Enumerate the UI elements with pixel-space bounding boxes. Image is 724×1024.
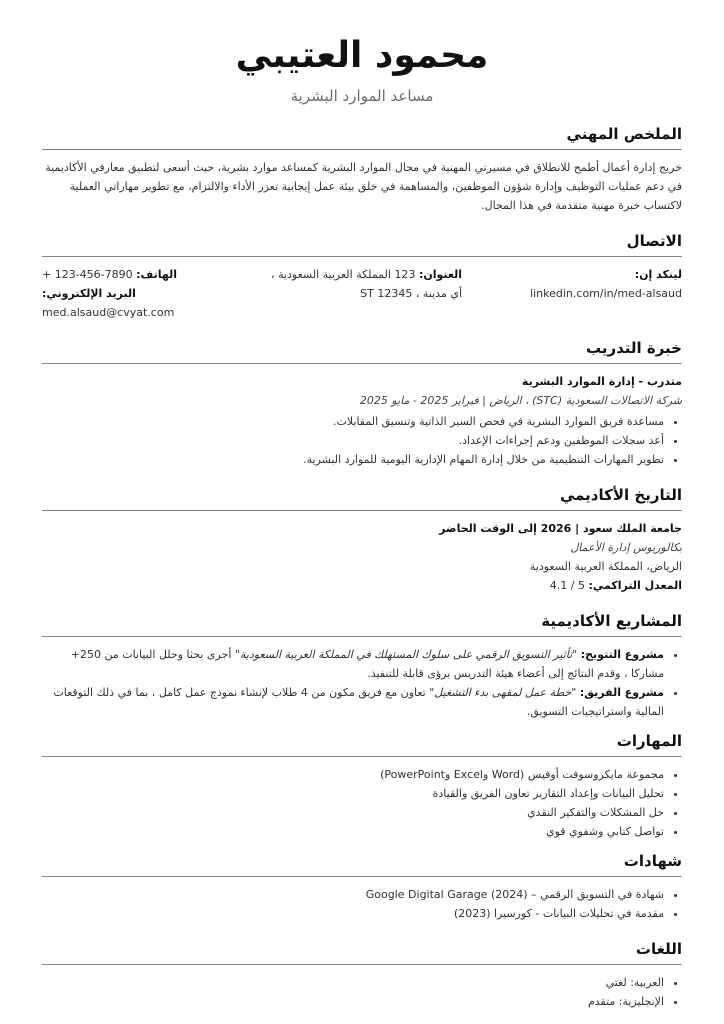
- projects-title: المشاريع الأكاديمية: [541, 612, 682, 630]
- education-gpa: [42, 576, 682, 595]
- training-job-title: متدرب - إدارة الموارد البشرية: [521, 375, 682, 388]
- gpa-label: المعدل التراكمي:: [588, 579, 682, 592]
- certificates-section: [42, 849, 682, 923]
- training-bullets: [42, 412, 682, 469]
- education-section: [42, 483, 682, 595]
- contact-grid: [42, 265, 682, 322]
- list-item: • حل المشكلات والتفكير النقدي: [42, 803, 664, 822]
- list-item: • مقدمة في تحليلات البيانات - كورسيرا (2023): [42, 904, 664, 923]
- languages-title: اللغات: [635, 940, 682, 958]
- phone-label: الهاتف:: [136, 268, 178, 281]
- skills-title: المهارات: [616, 732, 682, 750]
- linkedin-link[interactable]: linkedin.com/in/med-alsaud: [530, 287, 682, 300]
- training-title: خبرة التدريب: [585, 339, 682, 357]
- skills-divider: [42, 756, 682, 757]
- languages-divider: [42, 964, 682, 965]
- contact-section: [42, 229, 682, 322]
- summary-divider: [42, 149, 682, 150]
- phone-value: + 123-456-7890: [42, 268, 133, 281]
- email-label: البريد الإلكتروني:: [42, 287, 136, 300]
- summary-text: خريج إدارة أعمال أطمح للانطلاق في مسيرتي المهنية في مجال الموارد البشرية كمساعد موارد بشرية، حيث أسعى لتطبيق معارفي الأكاديمية في دعم عمليات التوظيف وإدارة شؤون الموظفين، والمساهمة في خلق بيئة عمل إيجابية تعزز الأداء والالتزام، مع تطوير مهاراتي العملية لاكتساب خبرة مهنية متقدمة في هذا المجال.: [45, 161, 682, 212]
- email-link[interactable]: med.alsaud@cvyat.com: [42, 306, 175, 319]
- project-name: "تأثير التسويق الرقمي على سلوك المستهلك في المملكة العربية السعودية": [234, 648, 578, 661]
- project-desc: أجرى بحثا وحلل البيانات من 250+ مشاركا ، وقدم النتائج إلى أعضاء هيئة التدريس برؤى قابلة للتنفيذ.: [70, 648, 664, 680]
- list-item: • تحليل البيانات وإعداد التقارير تعاون الفريق والقيادة: [42, 784, 664, 803]
- candidate-role: مساعد الموارد البشرية: [290, 87, 434, 105]
- projects-list: [42, 645, 682, 721]
- languages-section: [42, 937, 682, 1011]
- contact-divider: [42, 256, 682, 257]
- project-item: [42, 683, 664, 721]
- contact-linkedin: [482, 265, 682, 322]
- skills-section: [42, 729, 682, 841]
- certificates-title: شهادات: [623, 852, 682, 870]
- certificates-divider: [42, 876, 682, 877]
- list-item: • تواصل كتابي وشفوي قوي: [42, 822, 664, 841]
- project-label: مشروع الفريق:: [579, 686, 664, 699]
- education-university: جامعة الملك سعود | 2026 إلى الوقت الحاضر: [439, 522, 682, 535]
- education-degree: بكالوريوس إدارة الأعمال: [570, 541, 682, 554]
- contact-title: الاتصال: [626, 232, 682, 250]
- list-item: • الإنجليزية: متقدم: [42, 992, 664, 1011]
- training-divider: [42, 363, 682, 364]
- certificates-list: [42, 885, 682, 923]
- contact-address: [242, 265, 482, 322]
- list-item: • العربية: لغتي: [42, 973, 664, 992]
- training-meta: شركة الاتصالات السعودية (STC) ، الرياض | فبراير 2025 - مايو 2025: [359, 394, 682, 407]
- education-divider: [42, 510, 682, 511]
- list-item: • شهادة في التسويق الرقمي – Google Digital Garage (2024): [42, 885, 664, 904]
- project-label: مشروع التتويج:: [580, 648, 664, 661]
- contact-phone-email: [42, 265, 242, 322]
- project-item: [42, 645, 664, 683]
- address-value: 123 المملكة العربية السعودية ، أي مدينة ، ST 12345: [271, 268, 462, 300]
- phone-line: [42, 265, 242, 284]
- project-name: "خطة عمل لمقهى بدء التشغيل": [429, 686, 577, 699]
- email-line: [42, 284, 242, 322]
- projects-divider: [42, 636, 682, 637]
- skills-list: [42, 765, 682, 841]
- education-title: التاريخ الأكاديمي: [559, 486, 682, 504]
- list-item: • تطوير المهارات التنظيمية من خلال إدارة المهام الإدارية اليومية للموارد البشرية.: [42, 450, 664, 469]
- candidate-name: محمود العتيبي: [235, 35, 489, 76]
- project-desc: تعاون مع فريق مكون من 4 طلاب لإنشاء نموذج عمل كامل ، بما في ذلك التوقعات المالية واستراتيجيات التسويق.: [53, 686, 664, 718]
- projects-section: [42, 609, 682, 721]
- summary-title: الملخص المهني: [566, 125, 682, 143]
- address-label: العنوان:: [418, 268, 462, 281]
- education-location: الرياض، المملكة العربية السعودية: [529, 560, 682, 573]
- linkedin-label: لينكد إن:: [634, 268, 682, 281]
- summary-section: [42, 122, 682, 215]
- languages-list: [42, 973, 682, 1011]
- list-item: • أعد سجلات الموظفين ودعم إجراءات الإعداد.: [42, 431, 664, 450]
- training-section: [42, 336, 682, 469]
- gpa-value: 4.1 / 5: [549, 579, 585, 592]
- list-item: • مساعدة فريق الموارد البشرية في فحص السير الذاتية وتنسيق المقابلات.: [42, 412, 664, 431]
- list-item: • مجموعة مايكروسوفت أوفيس (Word وExcel وPowerPoint): [42, 765, 664, 784]
